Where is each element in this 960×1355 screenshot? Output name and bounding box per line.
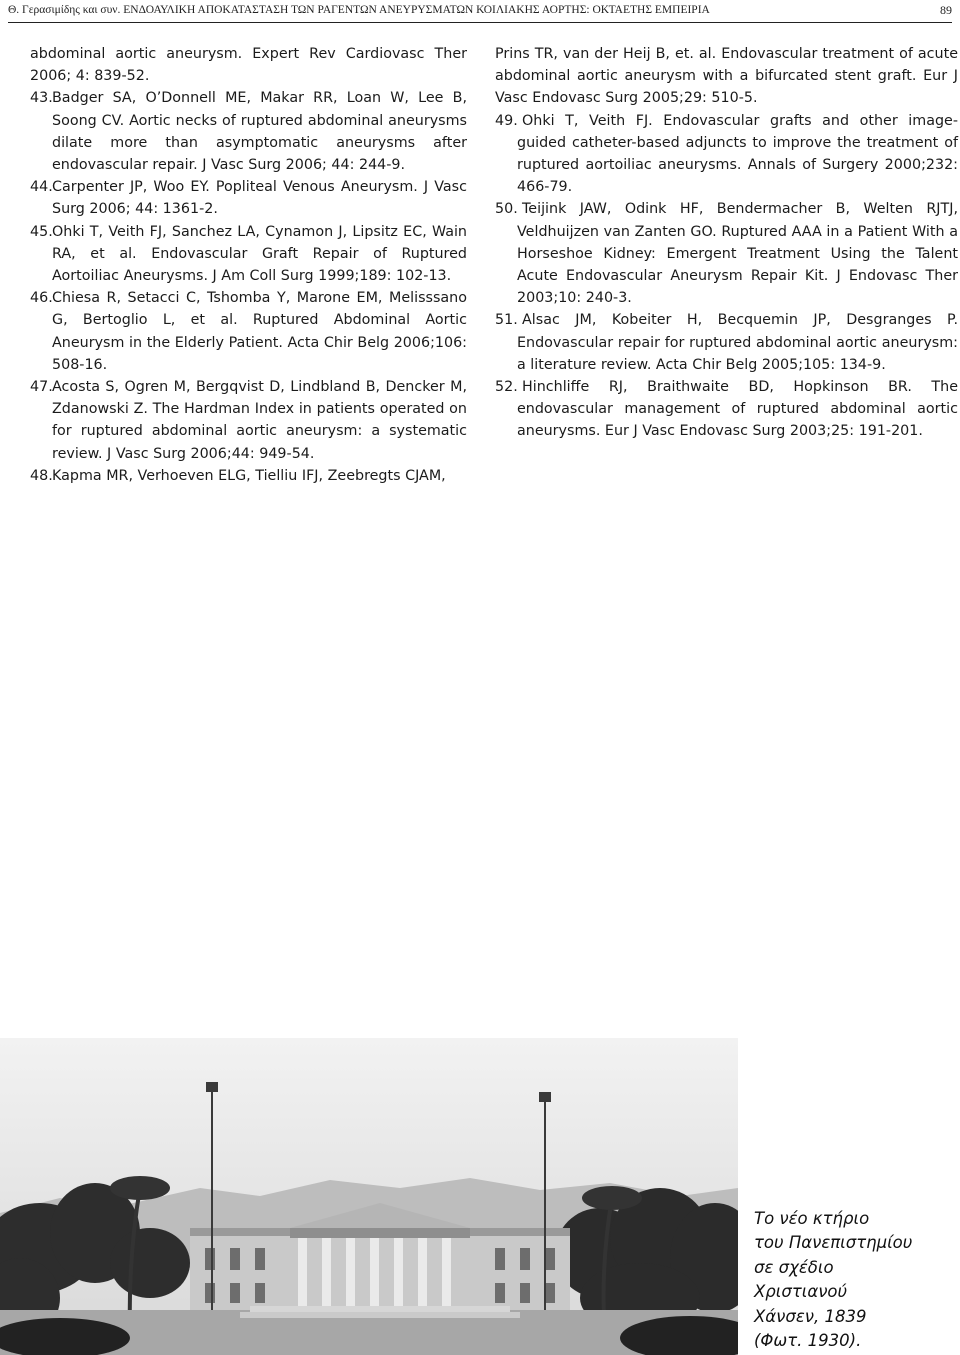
- reference-text: Acosta S, Ogren M, Bergqvist D, Lindbland B, Dencker M, Zdanowski Z. The Hardman Index in patients operated on for ruptured abdominal aortic aneurysm: a systematic review. J Vasc Surg 2006;44: 949-54.: [52, 379, 467, 462]
- reference-51: [495, 309, 958, 376]
- reference-47: [30, 376, 467, 465]
- caption-line: Χριστιανού: [754, 1282, 848, 1302]
- reference-number: 47.: [30, 379, 53, 396]
- reference-text: Hinchliffe RJ, Braithwaite BD, Hopkinson BR. The endovascular management of ruptured abdominal aortic aneurysms. Eur J Vasc Endovasc Surg 2003;25: 191-201.: [517, 379, 958, 440]
- caption-line: Χάνσεν, 1839: [754, 1306, 867, 1326]
- caption-line: σε σχέδιο: [754, 1257, 834, 1277]
- reference-number: 49.: [495, 112, 518, 129]
- reference-number: 48.: [30, 467, 53, 484]
- reference-49: [495, 110, 958, 199]
- running-title: Θ. Γερασιμίδης και συν. ΕΝΔΟΑΥΛΙΚΗ ΑΠΟΚΑΤΑΣΤΑΣΗ ΤΩΝ ΡΑΓΕΝΤΩΝ ΑΝΕΥΡΥΣΜΑΤΩΝ ΚΟΙΛΙΑΚΗΣ ΑΟΡΤΗΣ: ΟΚΤΑΕΤΗΣ ΕΜΠΕΙΡΙΑ: [8, 4, 710, 16]
- reference-text: Chiesa R, Setacci C, Tshomba Y, Marone EM, Melisssano G, Bertoglio L, et al. Ruptured Abdominal Aortic Aneurysm in the Elderly Patient. Acta Chir Belg 2006;106: 508-16.: [52, 290, 467, 373]
- running-header: [8, 0, 952, 23]
- reference-continuation: abdominal aortic aneurysm. Expert Rev Cardiovasc Ther 2006; 4: 839-52.: [30, 46, 467, 85]
- caption-line: (Φωτ. 1930).: [754, 1331, 862, 1351]
- reference-continuation: Prins TR, van der Heij B, et. al. Endovascular treatment of acute abdominal aortic aneurysm with a bifurcated stent graft. Eur J Vasc Endovasc Surg 2005;29: 510-5.: [495, 46, 958, 107]
- reference-text: Alsac JM, Kobeiter H, Becquemin JP, Desgranges P. Endovascular repair for ruptured abdominal aortic aneurysm: a literature review. Acta Chir Belg 2005;105: 134-9.: [517, 312, 958, 373]
- reference-50: [495, 198, 958, 309]
- reference-number: 45.: [30, 223, 53, 240]
- reference-number: 51.: [495, 312, 518, 329]
- page-number: 89: [940, 3, 952, 17]
- university-building-photo: [0, 1038, 738, 1355]
- reference-number: 43.: [30, 90, 53, 107]
- reference-text: Teijink JAW, Odink HF, Bendermacher B, Welten RJTJ, Veldhuijzen van Zanten GO. Ruptured AAA in a Patient With a Horseshoe Kidney: Emergent Treatment Using the Talent Acute Endovascular Aneurysm Repair Kit. J Endovasc Ther 2003;10: 240-3.: [517, 201, 958, 307]
- left-column: [30, 43, 467, 487]
- reference-text: Badger SA, O’Donnell ME, Makar RR, Loan W, Lee B, Soong CV. Aortic necks of ruptured abdominal aneurysms dilate more than asymptomatic aneurysms after endovascular repair. J Vasc Surg 2006; 44: 244-9.: [52, 90, 467, 174]
- reference-45: [30, 221, 467, 288]
- caption-line: Το νέο κτήριο: [754, 1209, 870, 1228]
- reference-number: 52.: [495, 379, 518, 396]
- caption-line: του Πανεπιστημίου: [754, 1233, 913, 1253]
- reference-number: 46.: [30, 290, 53, 307]
- reference-text: Carpenter JP, Woo EY. Popliteal Venous Aneurysm. J Vasc Surg 2006; 44: 1361-2.: [52, 179, 467, 218]
- reference-text: Ohki T, Veith FJ. Endovascular grafts and other image-guided catheter-based adjuncts to improve the treatment of ruptured aortoiliac aneurysms. Annals of Surgery 2000;232: 466-79.: [517, 112, 958, 196]
- reference-46: [30, 287, 467, 376]
- reference-43: [30, 87, 467, 176]
- reference-text: Kapma MR, Verhoeven ELG, Tielliu IFJ, Zeebregts CJAM,: [52, 467, 446, 484]
- reference-number: 50.: [495, 201, 518, 218]
- reference-52: [495, 376, 958, 443]
- reference-48: [30, 465, 467, 487]
- figure-caption: [754, 1207, 954, 1353]
- right-column: [495, 43, 958, 443]
- reference-44: [30, 176, 467, 220]
- reference-number: 44.: [30, 179, 53, 196]
- reference-text: Ohki T, Veith FJ, Sanchez LA, Cynamon J, Lipsitz EC, Wain RA, et al. Endovascular Graft Repair of Ruptured Aortoiliac Aneurysms. J Am Coll Surg 1999;189: 102-13.: [52, 223, 467, 285]
